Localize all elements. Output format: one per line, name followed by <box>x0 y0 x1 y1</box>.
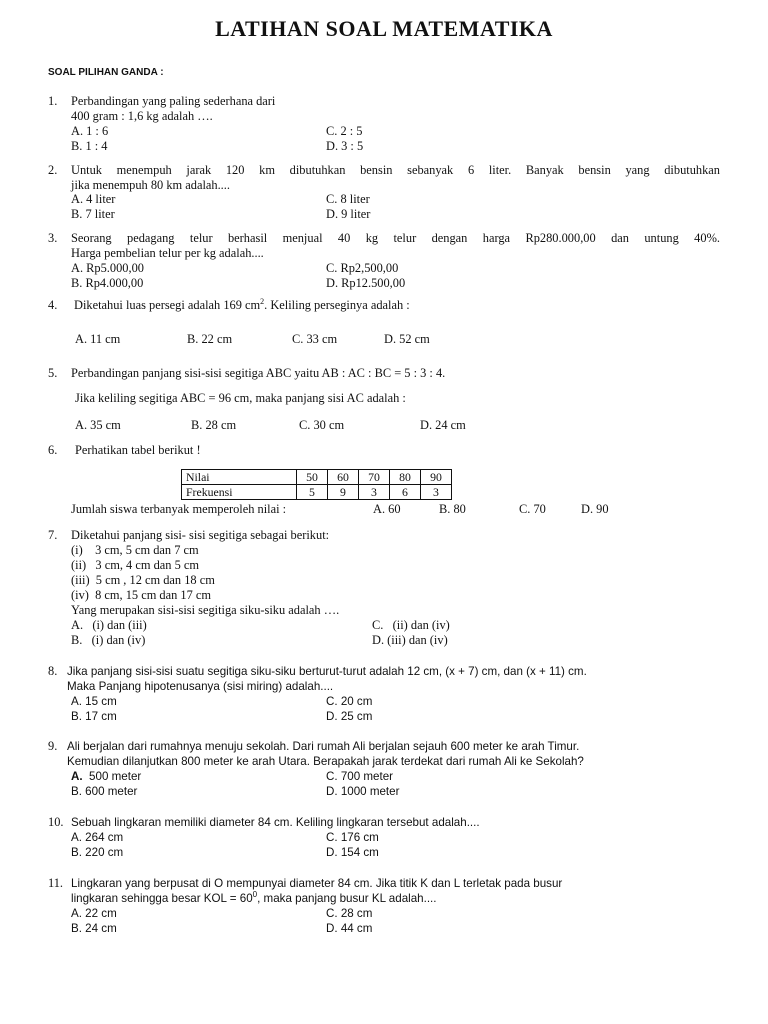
option-a: A. 60 <box>373 502 401 516</box>
option-c: C. Rp2,500,00 <box>326 261 399 275</box>
question-number: 5. <box>48 366 58 380</box>
option-d: D. 1000 meter <box>326 785 400 798</box>
question-text: Sebuah lingkaran memiliki diameter 84 cm. Keliling lingkaran tersebut adalah.... <box>71 816 480 829</box>
list-item: (ii) 3 cm, 4 cm dan 5 cm <box>71 558 200 572</box>
table-row <box>182 470 452 485</box>
question-number: 8. <box>48 664 58 678</box>
question-text: Jumlah siswa terbanyak memperoleh nilai : <box>71 502 287 516</box>
question-text: Perbandingan panjang sisi-sisi segitiga ABC yaitu AB : AC : BC = 5 : 3 : 4. <box>71 366 446 380</box>
option-a: A. 1 : 6 <box>71 124 109 138</box>
option-b: B. 80 <box>439 502 466 516</box>
option-d: D. 90 <box>581 502 609 516</box>
question-text: Perbandingan yang paling sederhana dari <box>71 94 276 108</box>
table-cell: Nilai <box>182 470 297 485</box>
option-a: A. 15 cm <box>71 695 117 708</box>
option-a: A. 35 cm <box>75 418 121 432</box>
option-a: A. 264 cm <box>71 831 124 844</box>
question-text: Perhatikan tabel berikut ! <box>75 443 201 457</box>
option-a: A. 500 meter <box>71 770 142 783</box>
option-c: C. 30 cm <box>299 418 345 432</box>
table-cell: 90 <box>421 470 452 485</box>
table-cell: 60 <box>328 470 359 485</box>
list-item: (i) 3 cm, 5 cm dan 7 cm <box>71 543 199 557</box>
page-title: LATIHAN SOAL MATEMATIKA <box>215 16 553 41</box>
option-d: D. Rp12.500,00 <box>326 276 406 290</box>
option-c: C. 700 meter <box>326 770 394 783</box>
option-d: D. 24 cm <box>420 418 466 432</box>
question-number: 4. <box>48 298 58 312</box>
question-text: Lingkaran yang berpusat di O mempunyai diameter 84 cm. Jika titik K dan L terletak pada busur <box>71 877 563 890</box>
question-number: 11. <box>48 876 64 890</box>
question-text: Harga pembelian telur per kg adalah.... <box>71 246 264 260</box>
option-d: D. 25 cm <box>326 710 373 723</box>
question-number: 6. <box>48 443 58 457</box>
option-b: B. 17 cm <box>71 710 117 723</box>
option-a: A. 22 cm <box>71 907 117 920</box>
option-b: B. 7 liter <box>71 207 115 221</box>
option-d: D. 3 : 5 <box>326 139 364 153</box>
list-item: (iv) 8 cm, 15 cm dan 17 cm <box>71 588 212 602</box>
option-d: D. 9 liter <box>326 207 371 221</box>
table-cell: 50 <box>297 470 328 485</box>
question-text: Diketahui panjang sisi- sisi segitiga sebagai berikut: <box>71 528 330 542</box>
question-text: Jika panjang sisi-sisi suatu segitiga siku-siku berturut-turut adalah 12 cm, (x + 7) cm, dan (x + 11) cm. <box>67 665 587 678</box>
option-c: C. 20 cm <box>326 695 373 708</box>
option-c: C. 8 liter <box>326 192 370 206</box>
option-b: B. 220 cm <box>71 846 124 859</box>
table-cell: 70 <box>359 470 390 485</box>
option-c: C. 70 <box>519 502 546 516</box>
question-text: Kemudian dilanjutkan 800 meter ke arah Utara. Berapakah jarak terdekat dari rumah Ali ke Sekolah? <box>67 755 584 768</box>
question-number: 9. <box>48 739 58 753</box>
option-d: D. 52 cm <box>384 332 430 346</box>
option-b: B. 28 cm <box>191 418 237 432</box>
option-b: B. 22 cm <box>187 332 233 346</box>
question-text: Untuk menempuh jarak 120 km dibutuhkan bensin sebanyak 6 liter. Banyak bensin yang dibutuhkan <box>71 163 720 177</box>
option-d: D. 154 cm <box>326 846 379 859</box>
option-b: B. Rp4.000,00 <box>71 276 144 290</box>
option-c: C. 28 cm <box>326 907 373 920</box>
option-a: A. (i) dan (iii) <box>71 618 147 632</box>
table-cell: 9 <box>328 485 359 500</box>
table-cell: 3 <box>421 485 452 500</box>
question-number: 10. <box>48 815 64 829</box>
table-cell: 5 <box>297 485 328 500</box>
section-heading: SOAL PILIHAN GANDA : <box>48 67 164 78</box>
option-a: A. 11 cm <box>75 332 121 346</box>
option-a: A. 4 liter <box>71 192 116 206</box>
table-cell: 3 <box>359 485 390 500</box>
list-item: (iii) 5 cm , 12 cm dan 18 cm <box>71 573 215 587</box>
option-c: C. (ii) dan (iv) <box>372 618 450 632</box>
option-d: D. 44 cm <box>326 922 373 935</box>
question-number: 2. <box>48 163 58 177</box>
question-text: jika menempuh 80 km adalah.... <box>71 178 230 192</box>
option-a: A. Rp5.000,00 <box>71 261 144 275</box>
option-c: C. 33 cm <box>292 332 338 346</box>
option-b: B. 24 cm <box>71 922 117 935</box>
option-b: B. 1 : 4 <box>71 139 108 153</box>
option-b: B. (i) dan (iv) <box>71 633 146 647</box>
question-text: Ali berjalan dari rumahnya menuju sekolah. Dari rumah Ali berjalan sejauh 600 meter ke arah Timur. <box>67 740 580 753</box>
question-number: 1. <box>48 94 58 108</box>
frequency-table <box>181 469 452 500</box>
question-number: 7. <box>48 528 58 542</box>
table-cell: Frekuensi <box>182 485 297 500</box>
table-row <box>182 485 452 500</box>
option-c: C. 2 : 5 <box>326 124 363 138</box>
table-cell: 6 <box>390 485 421 500</box>
option-c: C. 176 cm <box>326 831 379 844</box>
question-text: lingkaran sehingga besar KOL = $60^0$, maka panjang busur KL adalah.... <box>71 890 437 905</box>
option-d: D. (iii) dan (iv) <box>372 633 448 647</box>
question-text: 400 gram : 1,6 kg adalah …. <box>71 109 213 123</box>
option-b: B. 600 meter <box>71 785 138 798</box>
question-number: 3. <box>48 231 58 245</box>
question-text: Jika keliling segitiga ABC = 96 cm, maka panjang sisi AC adalah : <box>75 391 406 405</box>
question-text: Maka Panjang hipotenusanya (sisi miring) adalah.... <box>67 680 334 693</box>
question-text: Seorang pedagang telur berhasil menjual 40 kg telur dengan harga Rp280.000,00 dan untung 40%. <box>71 231 720 245</box>
question-text: Diketahui luas persegi adalah 169 $cm^2$. Keliling perseginya adalah : <box>74 296 410 312</box>
question-text: Yang merupakan sisi-sisi segitiga siku-siku adalah …. <box>71 603 340 617</box>
table-cell: 80 <box>390 470 421 485</box>
